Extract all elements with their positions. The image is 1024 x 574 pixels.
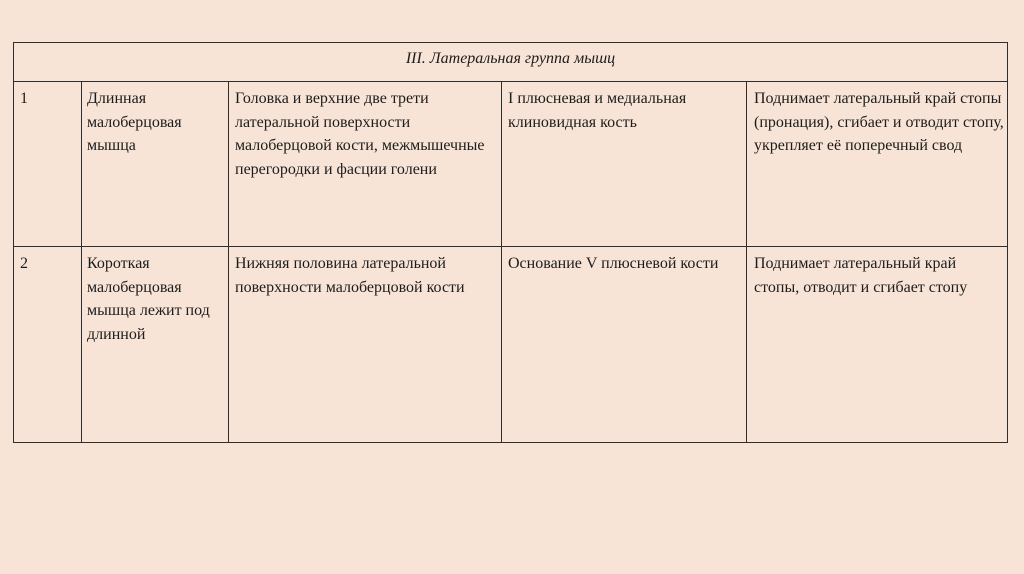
- header-divider: [14, 81, 1007, 82]
- row-2-number: 2: [20, 255, 28, 272]
- row-1-function: Поднимает латеральный край стопы (пронация), сгибает и отводит стопу, укрепляет её поперечный свод: [754, 90, 1004, 154]
- row-2-function: Поднимает латеральный край стопы, отводит и сгибает стопу: [754, 255, 968, 296]
- muscle-table: [13, 42, 1008, 443]
- row-1-muscle: Длинная малоберцовая мышца: [87, 90, 182, 154]
- row-2-insertion: Основание V плюсневой кости: [508, 255, 719, 272]
- row-1-insertion: I плюсневая и медиальная клиновидная кость: [508, 90, 687, 131]
- row-2-origin: Нижняя половина латеральной поверхности малоберцовой кости: [235, 255, 465, 296]
- column-divider: [81, 81, 82, 442]
- row-divider: [14, 246, 1007, 247]
- table-header: III. Латеральная группа мышц: [405, 50, 616, 67]
- row-1-origin: Головка и верхние две трети латеральной поверхности малоберцовой кости, межмышечные перегородки и фасции голени: [235, 90, 485, 178]
- row-2-muscle: Короткая малоберцовая мышца лежит под длинной: [87, 255, 210, 343]
- column-divider: [501, 81, 502, 442]
- row-1-number: 1: [20, 90, 28, 107]
- column-divider: [228, 81, 229, 442]
- column-divider: [746, 81, 747, 442]
